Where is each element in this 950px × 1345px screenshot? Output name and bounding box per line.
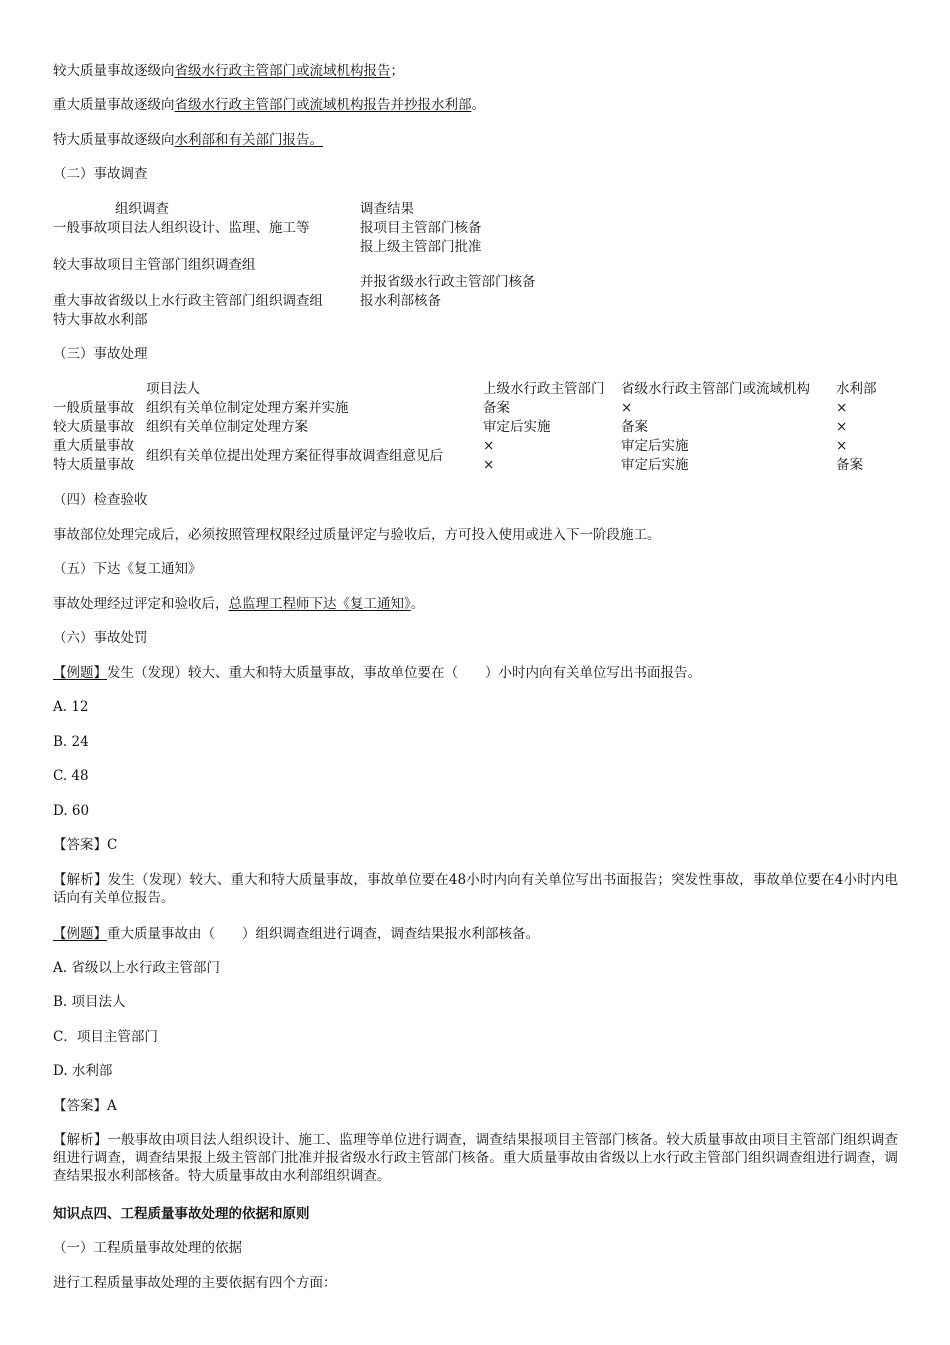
handling-header-provincial: 省级水行政主管部门或流域机构 — [621, 381, 810, 397]
handling-row-upper: × — [483, 457, 495, 473]
example-question-2: 【例题】重大质量事故由（ ）组织调查组进行调查，调查结果报水利部核备。 — [53, 926, 539, 942]
section-heading-handling: （三）事故处理 — [53, 346, 148, 362]
q1-option-a: A. 12 — [53, 699, 89, 715]
q1-option-c: C. 48 — [53, 768, 89, 784]
knowledge-point-text: 进行工程质量事故处理的主要依据有四个方面： — [53, 1275, 337, 1291]
report-line-larger: 较大质量事故逐级向省级水行政主管部门或流域机构报告； — [53, 63, 404, 79]
resume-notice-text: 事故处理经过评定和验收后，总监理工程师下达《复工通知》。 — [53, 596, 425, 612]
investigation-row-left: 特大事故水利部 — [53, 312, 148, 328]
handling-row-provincial: 审定后实施 — [621, 457, 689, 473]
q1-answer: 【答案】C — [53, 837, 118, 853]
handling-row-legal: 组织有关单位制定处理方案 — [146, 419, 308, 435]
investigation-row-left: 重大事故省级以上水行政主管部门组织调查组 — [53, 293, 323, 309]
investigation-row-right: 并报省级水行政主管部门核备 — [360, 274, 536, 290]
q2-answer: 【答案】A — [53, 1098, 117, 1114]
q2-option-c: C．项目主管部门 — [53, 1029, 158, 1045]
handling-row-type: 一般质量事故 — [53, 400, 134, 416]
section-heading-penalty: （六）事故处罚 — [53, 630, 148, 646]
q1-option-b: B. 24 — [53, 734, 89, 750]
q1-option-d: D. 60 — [53, 803, 90, 819]
handling-row-legal-merged: 组织有关单位提出处理方案征得事故调查组意见后 — [146, 448, 443, 464]
investigation-row-right: 报水利部核备 — [360, 293, 441, 309]
report-line-extra: 特大质量事故逐级向水利部和有关部门报告。 — [53, 132, 323, 148]
q2-option-d: D. 水利部 — [53, 1063, 113, 1079]
investigation-row-left: 一般事故项目法人组织设计、监理、施工等 — [53, 220, 310, 236]
handling-row-legal: 组织有关单位制定处理方案并实施 — [146, 400, 349, 416]
handling-row-type: 重大质量事故 — [53, 438, 134, 454]
report-line-major: 重大质量事故逐级向省级水行政主管部门或流域机构报告并抄报水利部。 — [53, 97, 485, 113]
handling-header-upper: 上级水行政主管部门 — [483, 381, 605, 397]
handling-header-ministry: 水利部 — [836, 381, 877, 397]
handling-row-upper: 备案 — [483, 400, 510, 416]
knowledge-point-title: 知识点四、工程质量事故处理的依据和原则 — [53, 1206, 310, 1222]
q2-option-a: A. 省级以上水行政主管部门 — [53, 960, 220, 976]
handling-row-provincial: × — [621, 400, 633, 416]
investigation-row-right: 报上级主管部门批准 — [360, 239, 482, 255]
investigation-row-right: 报项目主管部门核备 — [360, 220, 482, 236]
q2-analysis: 【解析】一般事故由项目法人组织设计、施工、监理等单位进行调查，调查结果报项目主管部门核备。较大质量事故由项目主管部门组织调查组进行调查，调查结果报上级主管部门批准并报省级水行政主管部门核备。重大质量事故由省级以上水行政主管部门组织调查组进行调查，调查结果报水利部核备。特大质量事故由水利部组织调查。 — [53, 1132, 899, 1184]
handling-row-provincial: 备案 — [621, 419, 648, 435]
investigation-col-result: 调查结果 — [360, 201, 414, 217]
section-heading-resume-notice: （五）下达《复工通知》 — [53, 561, 202, 577]
section-heading-inspection: （四）检查验收 — [53, 492, 148, 508]
q2-option-b: B. 项目法人 — [53, 994, 126, 1010]
inspection-text: 事故部位处理完成后，必须按照管理权限经过质量评定与验收后，方可投入使用或进入下一阶段施工。 — [53, 527, 661, 543]
handling-row-upper: 审定后实施 — [483, 419, 551, 435]
section-heading-investigation: （二）事故调查 — [53, 166, 148, 182]
handling-row-ministry: × — [836, 400, 848, 416]
handling-row-upper: × — [483, 438, 495, 454]
q1-analysis: 【解析】发生（发现）较大、重大和特大质量事故，事故单位要在48小时内向有关单位写出书面报告；突发性事故，事故单位要在4小时内电话向有关单位报告。 — [53, 872, 899, 906]
knowledge-point-subheading: （一）工程质量事故处理的依据 — [53, 1240, 242, 1256]
handling-row-provincial: 审定后实施 — [621, 438, 689, 454]
handling-row-type: 特大质量事故 — [53, 457, 134, 473]
handling-row-type: 较大质量事故 — [53, 419, 134, 435]
handling-row-ministry: × — [836, 438, 848, 454]
handling-header-legal: 项目法人 — [146, 381, 200, 397]
example-tag: 【例题】 — [53, 665, 107, 681]
handling-row-ministry: × — [836, 419, 848, 435]
example-tag: 【例题】 — [53, 926, 107, 942]
handling-row-ministry: 备案 — [836, 457, 863, 473]
investigation-col-org: 组织调查 — [115, 201, 169, 217]
example-question-1: 【例题】发生（发现）较大、重大和特大质量事故，事故单位要在（ ）小时内向有关单位写出书面报告。 — [53, 665, 701, 681]
investigation-row-left: 较大事故项目主管部门组织调查组 — [53, 257, 256, 273]
